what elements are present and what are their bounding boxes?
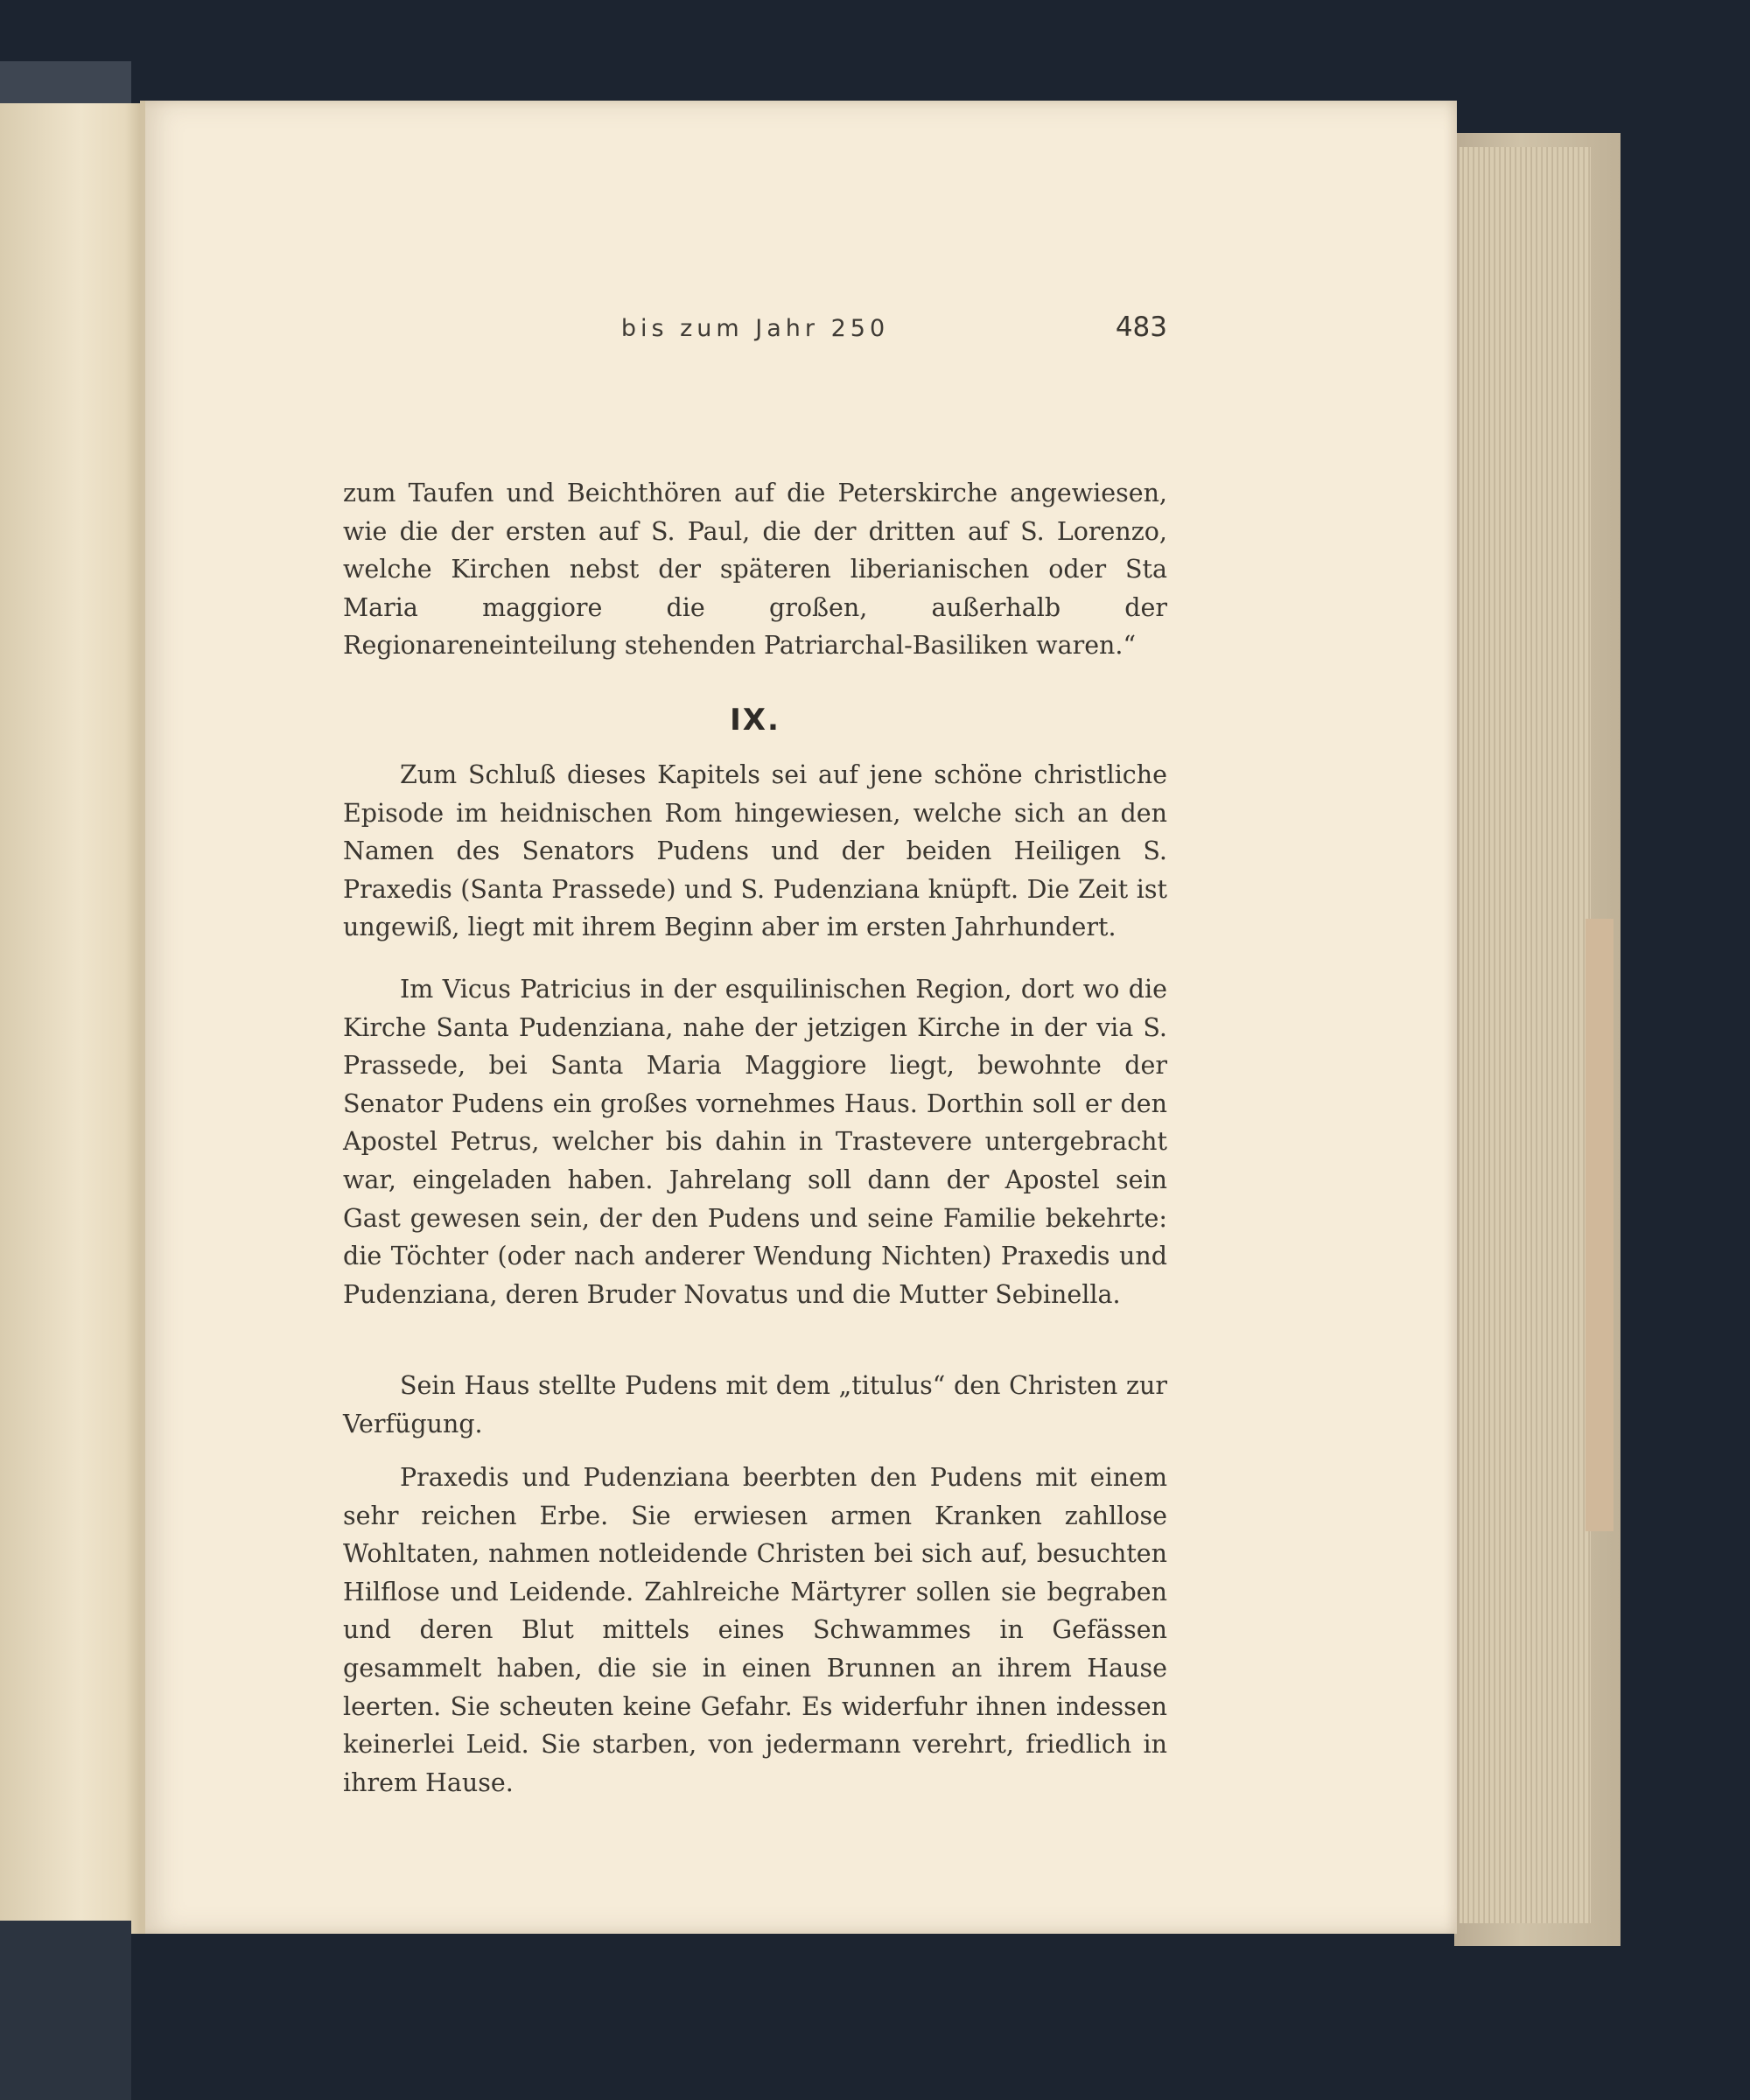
paragraph-block bbox=[343, 1367, 1167, 1443]
paragraph: zum Taufen und Beichthören auf die Peterskirche angewiesen, wie die der ersten auf S. Paul, die der dritten auf S. Lorenzo, welche Kirchen nebst der späteren liberianischen oder Sta Maria maggiore die großen, außerhalb der Regionareneinteilung stehenden Patriarchal-Basiliken waren.“ bbox=[343, 479, 1167, 661]
paragraph: Zum Schluß dieses Kapitels sei auf jene schöne christliche Episode im heidnischen Rom hingewiesen, welche sich an den Namen des Senators Pudens und der beiden Heiligen S. Praxedis (Santa Prassede) und S. Pudenziana knüpft. Die Zeit ist ungewiß, liegt mit ihrem Beginn aber im ersten Jahrhundert. bbox=[343, 760, 1167, 942]
running-header bbox=[343, 312, 1167, 350]
left-cover-top bbox=[0, 61, 131, 108]
gutter bbox=[140, 101, 145, 1934]
paragraph-block bbox=[343, 756, 1167, 947]
paragraph-block bbox=[343, 1459, 1167, 1802]
paragraph: Sein Haus stellte Pudens mit dem „titulus“ den Christen zur Verfügung. bbox=[343, 1371, 1167, 1438]
facing-page bbox=[0, 103, 147, 1934]
left-cover-bottom bbox=[0, 1921, 131, 2100]
book-page bbox=[140, 101, 1457, 1934]
paragraph-continuation bbox=[343, 474, 1167, 665]
section-heading: IX. bbox=[730, 703, 780, 738]
page-number: 483 bbox=[1115, 312, 1167, 343]
paragraph-block bbox=[343, 970, 1167, 1313]
page-fore-edge bbox=[1460, 147, 1591, 1923]
paragraph: Praxedis und Pudenziana beerbten den Pudens mit einem sehr reichen Erbe. Sie erwiesen armen Kranken zahllose Wohltaten, nahmen notleidende Christen bei sich auf, besuchten Hilflose und Leidende. Zahlreiche Märtyrer sollen sie begraben und deren Blut mittels eines Schwammes in Gefässen gesammelt haben, die sie in einen Brunnen an ihrem Hause leerten. Sie scheuten keine Gefahr. Es widerfuhr ihnen indessen keinerlei Leid. Sie starben, von jedermann verehrt, friedlich in ihrem Hause. bbox=[343, 1463, 1167, 1797]
fore-edge-stain bbox=[1586, 919, 1614, 1531]
running-title: bis zum Jahr 250 bbox=[620, 315, 890, 342]
paragraph: Im Vicus Patricius in der esquilinischen Region, dort wo die Kirche Santa Pudenziana, nahe der jetzigen Kirche in der via S. Prassede, bei Santa Maria Maggiore liegt, bewohnte der Senator Pudens ein großes vornehmes Haus. Dorthin soll er den Apostel Petrus, welcher bis dahin in Trastevere untergebracht war, eingeladen haben. Jahrelang soll dann der Apostel sein Gast gewesen sein, der den Pudens und seine Familie bekehrte: die Töchter (oder nach anderer Wendung Nichten) Praxedis und Pudenziana, deren Bruder Novatus und die Mutter Sebinella. bbox=[343, 975, 1167, 1309]
